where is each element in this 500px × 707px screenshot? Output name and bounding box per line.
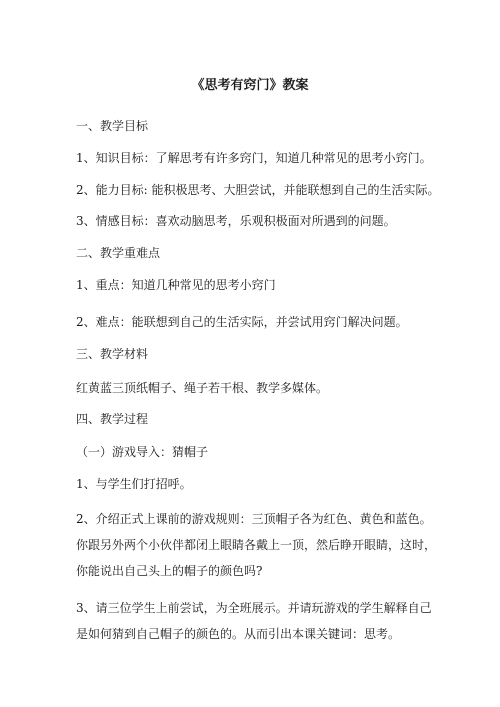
paragraph-game-rules-line3: 你能说出自己头上的帽子的颜色吗? xyxy=(76,564,263,578)
section-heading-process: 四、教学过程 xyxy=(76,412,149,426)
paragraph-difficulty: 2、难点：能联想到自己的生活实际，并尝试用窍门解决问题。 xyxy=(76,315,408,329)
paragraph-game-rules-line1: 2、介绍正式上课前的游戏规则：三顶帽子各为红色、黄色和蓝色。 xyxy=(76,512,432,526)
paragraph-game-rules-line2: 你跟另外两个小伙伴都闭上眼睛各戴上一顶，然后睁开眼睛，这时， xyxy=(76,538,437,552)
paragraph-ability-goal: 2、能力目标: 能积极思考、大胆尝试，并能联想到自己的生活实际。 xyxy=(76,183,440,197)
paragraph-demo-line1: 3、请三位学生上前尝试，为全班展示。并请玩游戏的学生解释自己 xyxy=(76,601,432,615)
subheading-game-intro: （一）游戏导入：猜帽子 xyxy=(76,445,209,459)
document-title: 《思考有窍门》教案 xyxy=(191,78,309,93)
section-heading-materials: 三、教学材料 xyxy=(76,347,149,361)
paragraph-materials: 红黄蓝三顶纸帽子、绳子若干根、教学多媒体。 xyxy=(76,381,329,395)
paragraph-emotion-goal: 3、情感目标：喜欢动脑思考，乐观积极面对所遇到的问题。 xyxy=(76,214,396,228)
section-heading-key-points: 二、教学重难点 xyxy=(76,246,161,260)
paragraph-knowledge-goal: 1、知识目标：了解思考有许多窍门，知道几种常见的思考小窍门。 xyxy=(76,151,432,165)
section-heading-objectives: 一、教学目标 xyxy=(76,119,149,133)
paragraph-greeting: 1、与学生们打招呼。 xyxy=(76,477,192,491)
paragraph-demo-line2: 是如何猜到自己帽子的颜色的。从而引出本课关键词：思考。 xyxy=(76,627,401,641)
paragraph-key-point: 1、重点：知道几种常见的思考小窍门 xyxy=(76,278,276,292)
